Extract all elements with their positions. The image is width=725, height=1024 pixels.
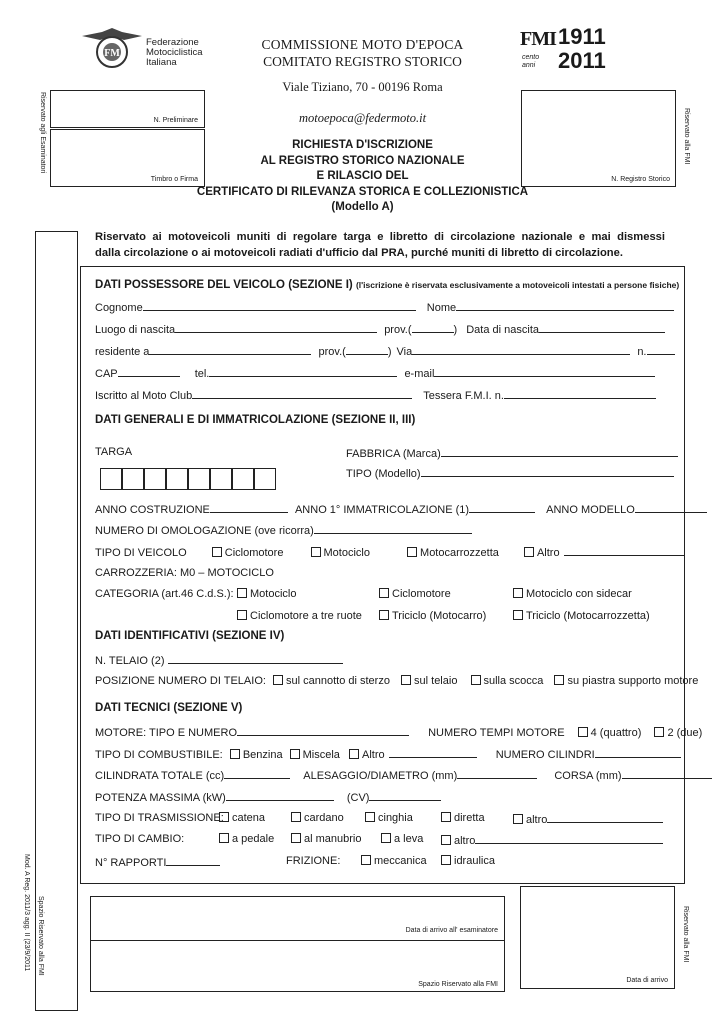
nome-field[interactable]	[456, 300, 674, 311]
checkbox-icon	[513, 588, 523, 598]
scocca-label: sulla scocca	[483, 675, 544, 687]
model-version-label: Mod. A Reg. 2011/3 agg. II (23/9/2011	[23, 854, 30, 972]
checkbox-icon	[273, 675, 283, 685]
intro-line-1: Riservato ai motoveicoli muniti di regolare targa e libretto di circolazione nazionale e mai dismessi	[95, 231, 665, 243]
prov-label: prov.(	[384, 324, 412, 336]
svg-text:FM: FM	[104, 48, 120, 59]
targa-cell[interactable]	[144, 468, 166, 490]
cv-field[interactable]	[369, 790, 441, 801]
via-field[interactable]	[412, 344, 630, 355]
cinghia-label: cinghia	[378, 812, 413, 824]
rapporti-label: N° RAPPORTI	[95, 857, 167, 869]
checkbox-icon	[441, 855, 451, 865]
cat-motocarrozzetta-option[interactable]	[513, 610, 650, 622]
idraulica-label: idraulica	[454, 855, 495, 867]
motociclo-label: Motociclo	[323, 547, 370, 559]
targa-cell[interactable]	[210, 468, 232, 490]
anno-costr-label: ANNO COSTRUZIONE	[95, 504, 210, 516]
telaio-field[interactable]	[168, 653, 343, 664]
piastra-label: su piastra supporto motore	[567, 675, 699, 687]
register-number-box[interactable]	[521, 90, 676, 187]
checkbox-icon	[291, 833, 301, 843]
cat-tre-ruote-option[interactable]	[237, 610, 362, 622]
tr-altro-option[interactable]	[513, 812, 663, 826]
form-title	[190, 138, 535, 216]
cognome-label: Cognome	[95, 302, 143, 314]
centenary-script: cento anni	[522, 54, 540, 69]
arrival-date-label: Data di arrivo	[626, 977, 668, 984]
cognome-nome-row	[95, 300, 674, 314]
owner-section-note: (l'iscrizione è riservata esclusivamente a motoveicoli intestati a persone fisiche)	[355, 280, 680, 290]
catena-label: catena	[232, 812, 266, 824]
targa-label: TARGA	[95, 446, 133, 458]
anno-mod-label: ANNO MODELLO	[546, 504, 635, 516]
owner-section-title-text: DATI POSSESSORE DEL VEICOLO (SEZIONE I)	[95, 279, 353, 291]
cap-field[interactable]	[118, 366, 180, 377]
leva-label: a leva	[394, 833, 424, 845]
vehicle-type-row	[95, 545, 684, 559]
motore-label: MOTORE: TIPO E NUMERO	[95, 727, 237, 739]
anno-costr-field[interactable]	[210, 502, 288, 513]
checkbox-icon	[654, 727, 664, 737]
luogo-field[interactable]	[175, 322, 377, 333]
motocarrozzetta-option[interactable]	[407, 547, 499, 559]
checkbox-icon	[290, 749, 300, 759]
comb-altro-label: Altro	[362, 749, 385, 761]
checkbox-icon	[513, 610, 523, 620]
checkbox-icon	[381, 833, 391, 843]
space-fmi-label: Spazio Riservato alla FMI	[418, 981, 498, 988]
preliminary-number-box[interactable]	[50, 90, 205, 128]
diretta-label: diretta	[454, 812, 485, 824]
registry-title: COMITATO REGISTRO STORICO	[263, 54, 462, 69]
fmi-reserved-box[interactable]	[90, 896, 505, 992]
checkbox-icon	[219, 833, 229, 843]
cinghia-option[interactable]	[365, 812, 413, 824]
tipo-label: TIPO (Modello)	[346, 468, 421, 480]
pedale-label: a pedale	[232, 833, 275, 845]
fmi-logo	[80, 22, 144, 72]
checkbox-icon	[230, 749, 240, 759]
trasmissione-row	[95, 812, 548, 826]
fabbrica-label: FABBRICA (Marca)	[346, 448, 441, 460]
owner-section-title	[95, 279, 679, 291]
checkbox-icon	[379, 588, 389, 598]
prov2-close-label: )	[387, 346, 392, 358]
manubrio-option[interactable]	[291, 833, 361, 845]
checkbox-icon	[441, 812, 451, 822]
motocarrozzetta-label: Motocarrozzetta	[420, 547, 499, 559]
prov-close-label: )	[453, 324, 458, 336]
fmi-box-divider	[91, 940, 504, 941]
checkbox-icon	[311, 547, 321, 557]
fmi-space-side-label: Spazio Riservato alla FMI	[37, 896, 44, 976]
cambio-label: TIPO DI CAMBIO:	[95, 833, 185, 845]
intro-line-2: dalla circolazione o ai motoveicoli radiati d'ufficio dal PRA, purché muniti di libretto di circolazione.	[95, 247, 623, 259]
targa-cell[interactable]	[232, 468, 254, 490]
checkbox-icon	[441, 835, 451, 845]
tr-altro-field[interactable]	[547, 812, 663, 823]
cat-motocarrozzetta-label: Triciclo (Motocarrozzetta)	[526, 610, 650, 622]
fmi-name-line: Federazione	[146, 37, 199, 48]
cat-motocarro-label: Triciclo (Motocarro)	[392, 610, 487, 622]
ciclomotore-label: Ciclomotore	[224, 547, 284, 559]
quattro-label: 4 (quattro)	[590, 727, 642, 739]
cilindrata-row	[95, 768, 712, 782]
cat-tre-ruote-label: Ciclomotore a tre ruote	[250, 610, 362, 622]
motociclo-option[interactable]	[311, 547, 370, 559]
preliminary-number-label: N. Preliminare	[153, 117, 198, 124]
fmi-reserved-side-label: Riservato alla FMI	[683, 108, 690, 165]
residente-label: residente a	[95, 346, 150, 358]
cat-sidecar-option[interactable]	[513, 588, 632, 600]
miscela-label: Miscela	[302, 749, 340, 761]
prov-field[interactable]	[412, 322, 454, 333]
comb-altro-option[interactable]	[349, 749, 385, 761]
checkbox-icon	[524, 547, 534, 557]
cap-label: CAP	[95, 368, 118, 380]
club-field[interactable]	[192, 388, 412, 399]
centenary-logo	[520, 26, 620, 76]
ca-altro-field[interactable]	[475, 833, 663, 844]
omologazione-label: NUMERO DI OMOLOGAZIONE (ove ricorra)	[95, 525, 314, 537]
prov2-label: prov.(	[318, 346, 346, 358]
club-label: Iscritto al Moto Club	[95, 390, 193, 402]
fmi-bottom-side-label: Riservato alla FMI	[682, 906, 689, 963]
tessera-label: Tessera F.M.I. n.	[423, 390, 504, 402]
birth-row	[95, 322, 665, 336]
checkbox-icon	[361, 855, 371, 865]
targa-cell[interactable]	[166, 468, 188, 490]
idraulica-option[interactable]	[441, 855, 495, 867]
benzina-option[interactable]	[230, 749, 283, 761]
cat-ciclomotore-option[interactable]	[379, 588, 451, 600]
stamp-signature-label: Timbro o Firma	[150, 176, 198, 183]
sul-telaio-option[interactable]	[401, 675, 457, 687]
cognome-field[interactable]	[143, 300, 416, 311]
potenza-field[interactable]	[226, 790, 334, 801]
cat-motociclo-option[interactable]	[237, 588, 296, 600]
altro-option[interactable]	[524, 547, 560, 559]
telaio-label: N. TELAIO (2)	[95, 655, 165, 667]
pedale-option[interactable]	[219, 833, 274, 845]
num-label: n.	[637, 346, 647, 358]
tel-label: tel.	[194, 368, 210, 380]
data-nascita-label: Data di nascita	[466, 324, 539, 336]
combustibile-row	[95, 747, 681, 761]
anno-imm-field[interactable]	[469, 502, 535, 513]
commission-title: COMMISSIONE MOTO D'EPOCA	[261, 37, 464, 52]
tr-altro-label: altro	[526, 814, 548, 826]
frizione-label: FRIZIONE:	[286, 855, 341, 867]
sul-telaio-label: sul telaio	[414, 675, 458, 687]
intro-text	[95, 229, 665, 261]
leva-option[interactable]	[381, 833, 423, 845]
title-line-2: AL REGISTRO STORICO NAZIONALE	[260, 154, 465, 167]
alesaggio-field[interactable]	[457, 768, 537, 779]
cv-label: (CV)	[346, 792, 370, 804]
quattro-option[interactable]	[578, 727, 642, 739]
potenza-row	[95, 790, 441, 804]
checkbox-icon	[212, 547, 222, 557]
data-nascita-field[interactable]	[539, 322, 665, 333]
targa-cell[interactable]	[188, 468, 210, 490]
omologazione-row	[95, 523, 472, 537]
motore-row	[95, 725, 702, 739]
tipo-veicolo-label: TIPO DI VEICOLO	[95, 547, 187, 559]
telaio-row	[95, 653, 343, 667]
checkbox-icon	[349, 749, 359, 759]
benzina-label: Benzina	[242, 749, 283, 761]
tech-section-title: DATI TECNICI (SEZIONE V)	[95, 702, 243, 714]
cardano-label: cardano	[304, 812, 344, 824]
prov2-field[interactable]	[346, 344, 388, 355]
checkbox-icon	[379, 610, 389, 620]
catena-option[interactable]	[219, 812, 265, 824]
cardano-option[interactable]	[291, 812, 344, 824]
rapporti-field[interactable]	[166, 855, 220, 866]
email-field[interactable]	[434, 366, 655, 377]
email-address: motoepoca@federmoto.it	[298, 111, 427, 125]
diretta-option[interactable]	[441, 812, 485, 824]
corsa-field[interactable]	[622, 768, 712, 779]
general-section-title: DATI GENERALI E DI IMMATRICOLAZIONE (SEZIONE II, III)	[95, 414, 416, 426]
fmi-name	[146, 38, 203, 68]
carrozzeria-label: CARROZZERIA: M0 – MOTOCICLO	[95, 567, 274, 579]
via-label: Via	[396, 346, 413, 358]
comb-altro-field[interactable]	[389, 747, 477, 758]
title-line-1: RICHIESTA D'ISCRIZIONE	[292, 139, 433, 151]
rapporti-row	[95, 855, 495, 869]
checkbox-icon	[401, 675, 411, 685]
due-label: 2 (due)	[667, 727, 703, 739]
altro-label: Altro	[536, 547, 560, 559]
targa-cell[interactable]	[122, 468, 144, 490]
ca-altro-label: altro	[454, 835, 476, 847]
tel-field[interactable]	[209, 366, 397, 377]
checkbox-icon	[578, 727, 588, 737]
address: Viale Tiziano, 70 - 00196 Roma	[282, 80, 443, 94]
anno-mod-field[interactable]	[635, 502, 707, 513]
arrival-examiner-label: Data di arrivo all' esaminatore	[405, 927, 498, 934]
tessera-field[interactable]	[504, 388, 656, 399]
categoria-row-1	[95, 588, 632, 600]
potenza-label: POTENZA MASSIMA (kW)	[95, 792, 226, 804]
checkbox-icon	[291, 812, 301, 822]
checkbox-icon	[513, 814, 523, 824]
tipo-row	[346, 466, 674, 480]
centenary-logo-left: FMI	[520, 28, 556, 50]
cat-ciclomotore-label: Ciclomotore	[392, 588, 451, 600]
centenary-year-1: 1911	[558, 24, 606, 49]
stamp-signature-box[interactable]	[50, 129, 205, 187]
scocca-option[interactable]	[471, 675, 544, 687]
club-row	[95, 388, 656, 402]
miscela-option[interactable]	[290, 749, 340, 761]
arrival-date-box[interactable]	[520, 886, 675, 989]
combustibile-label: TIPO DI COMBUSTIBILE:	[95, 749, 223, 761]
cannotto-label: sul cannotto di sterzo	[286, 675, 390, 687]
examiners-side-label: Riservato agli Esaminatori	[39, 92, 46, 174]
anno-imm-label: ANNO 1° IMMATRICOLAZIONE (1)	[294, 504, 470, 516]
targa-cell[interactable]	[100, 468, 122, 490]
posizione-row	[95, 675, 698, 687]
cat-motociclo-label: Motociclo	[250, 588, 297, 600]
cilindri-label: NUMERO CILINDRI	[495, 749, 595, 761]
residente-field[interactable]	[149, 344, 311, 355]
title-line-3: E RILASCIO DEL	[316, 170, 409, 182]
luogo-label: Luogo di nascita	[95, 324, 176, 336]
checkbox-icon	[237, 610, 247, 620]
left-margin-column	[35, 231, 78, 1011]
cat-motocarro-option[interactable]	[379, 610, 486, 622]
manubrio-label: al manubrio	[304, 833, 362, 845]
checkbox-icon	[471, 675, 481, 685]
due-option[interactable]	[654, 727, 702, 739]
checkbox-icon	[237, 588, 247, 598]
altro-field[interactable]	[564, 545, 684, 556]
contact-row	[95, 366, 655, 380]
title-line-5: (Modello A)	[331, 201, 394, 213]
fmi-name-line: Motociclistica	[146, 47, 203, 58]
num-field[interactable]	[647, 344, 675, 355]
residence-row	[95, 344, 675, 358]
fmi-name-line: Italiana	[146, 57, 177, 68]
checkbox-icon	[365, 812, 375, 822]
categoria-label: CATEGORIA (art.46 C.d.S.):	[95, 588, 234, 600]
nome-label: Nome	[426, 302, 457, 314]
fabbrica-row	[346, 446, 678, 460]
posizione-label: POSIZIONE NUMERO DI TELAIO:	[95, 675, 266, 687]
checkbox-icon	[407, 547, 417, 557]
piastra-option[interactable]	[554, 675, 698, 687]
tempi-label: NUMERO TEMPI MOTORE	[428, 727, 565, 739]
tipo-field[interactable]	[421, 466, 674, 477]
cambio-row	[95, 833, 476, 847]
cilindrata-field[interactable]	[224, 768, 290, 779]
corsa-label: CORSA (mm)	[554, 770, 622, 782]
fabbrica-field[interactable]	[441, 446, 678, 457]
cannotto-option[interactable]	[273, 675, 390, 687]
trasmissione-label: TIPO DI TRASMISSIONE:	[95, 812, 224, 824]
title-line-4: CERTIFICATO DI RILEVANZA STORICA E COLLEZIONISTICA	[196, 185, 529, 198]
cat-sidecar-label: Motociclo con sidecar	[526, 588, 632, 600]
meccanica-label: meccanica	[374, 855, 427, 867]
email-label: e-mail	[404, 368, 435, 380]
ciclomotore-option[interactable]	[212, 547, 284, 559]
omologazione-field[interactable]	[314, 523, 472, 534]
register-number-label: N. Registro Storico	[611, 176, 670, 183]
ca-altro-option[interactable]	[441, 833, 663, 847]
checkbox-icon	[219, 812, 229, 822]
centenary-year-2: 2011	[558, 48, 606, 73]
targa-cell[interactable]	[254, 468, 276, 490]
meccanica-option[interactable]	[361, 855, 427, 867]
year-row	[95, 502, 707, 516]
cilindri-field[interactable]	[595, 747, 681, 758]
cilindrata-label: CILINDRATA TOTALE (cc)	[95, 770, 225, 782]
ident-section-title: DATI IDENTIFICATIVI (SEZIONE IV)	[95, 630, 285, 642]
alesaggio-label: ALESAGGIO/DIAMETRO (mm)	[303, 770, 458, 782]
checkbox-icon	[554, 675, 564, 685]
motore-field[interactable]	[237, 725, 409, 736]
